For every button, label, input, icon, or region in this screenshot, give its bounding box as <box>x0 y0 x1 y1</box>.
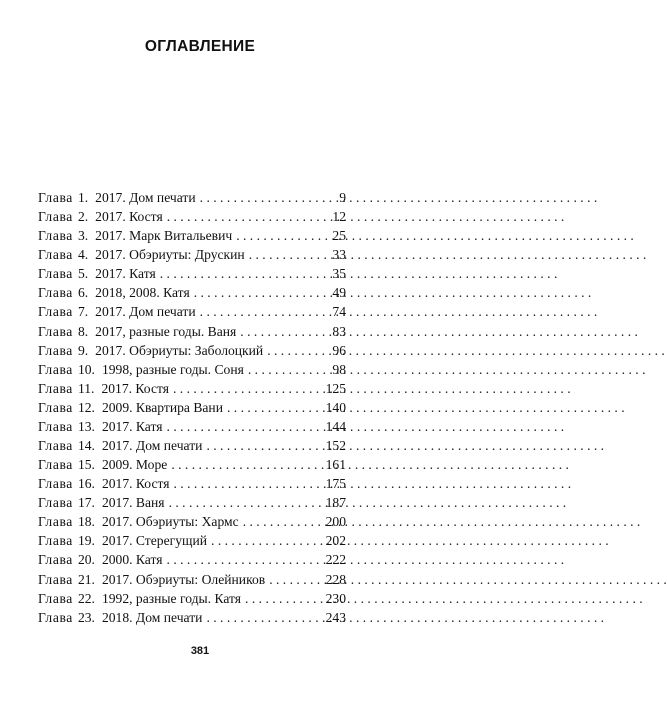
toc-entry <box>38 245 346 264</box>
chapter-title: 2017. Костя <box>101 476 170 492</box>
chapter-title: 2017. Катя <box>101 418 163 434</box>
chapter-page: 187 <box>325 495 346 511</box>
chapter-number: 16. <box>77 476 95 492</box>
chapter-title: 2017. Катя <box>95 266 156 282</box>
toc-entry <box>38 322 346 341</box>
chapter-page: 9 <box>339 190 346 205</box>
chapter-title: 2009. Квартира Вани <box>101 399 223 415</box>
chapter-page: 33 <box>332 247 346 263</box>
chapter-page: 152 <box>325 438 346 454</box>
chapter-number: 18. <box>77 514 95 530</box>
chapter-label: Глава <box>38 476 73 492</box>
chapter-label: Глава <box>38 609 73 625</box>
chapter-label: Глава <box>38 266 73 282</box>
dot-leader <box>167 207 329 226</box>
chapter-number: 1. <box>77 190 89 205</box>
chapter-number: 11. <box>77 380 95 396</box>
chapter-page: 230 <box>325 590 346 606</box>
chapter-number: 2. <box>77 209 89 225</box>
table-of-contents <box>38 188 346 627</box>
toc-entry <box>38 341 346 360</box>
chapter-page: 25 <box>332 228 346 244</box>
chapter-title: 2017. Обэриуты: Олейников <box>101 571 266 587</box>
chapter-label: Глава <box>38 190 73 205</box>
toc-entry <box>38 226 346 245</box>
chapter-label: Глава <box>38 285 73 301</box>
chapter-label: Глава <box>38 571 73 587</box>
chapter-title: 2017. Дом печати <box>95 190 196 205</box>
dot-leader <box>269 570 321 589</box>
toc-entry <box>38 474 346 493</box>
toc-entry <box>38 589 346 608</box>
chapter-page: 74 <box>332 304 346 320</box>
chapter-page: 161 <box>325 457 346 473</box>
dot-leader <box>236 226 328 245</box>
toc-entry <box>38 302 346 321</box>
page-title: ОГЛАВЛЕНИЕ <box>144 38 256 55</box>
chapter-page: 243 <box>325 609 346 625</box>
chapter-label: Глава <box>38 457 73 473</box>
chapter-number: 22. <box>77 590 95 606</box>
chapter-title: 1992, разные годы. Катя <box>101 590 242 606</box>
chapter-title: 2017. Дом печати <box>101 438 203 454</box>
chapter-title: 2000. Катя <box>101 552 163 568</box>
chapter-number: 19. <box>77 533 95 549</box>
chapter-number: 6. <box>77 285 89 301</box>
chapter-label: Глава <box>38 209 73 225</box>
chapter-label: Глава <box>38 247 73 263</box>
chapter-label: Глава <box>38 590 73 606</box>
chapter-label: Глава <box>38 342 73 358</box>
chapter-page: 202 <box>325 533 346 549</box>
chapter-title: 2017. Костя <box>101 380 169 396</box>
toc-entry <box>38 436 346 455</box>
toc-entry <box>38 531 346 550</box>
dot-leader <box>248 360 329 379</box>
dot-leader <box>245 589 322 608</box>
dot-leader <box>200 188 336 207</box>
dot-leader <box>167 417 322 436</box>
chapter-page: 125 <box>325 380 346 396</box>
chapter-label: Глава <box>38 533 73 549</box>
chapter-label: Глава <box>38 514 73 530</box>
chapter-title: 2018. Дом печати <box>101 609 203 625</box>
chapter-number: 5. <box>77 266 89 282</box>
chapter-page: 222 <box>325 552 346 568</box>
chapter-page: 175 <box>325 476 346 492</box>
chapter-number: 12. <box>77 399 95 415</box>
toc-entry <box>38 379 346 398</box>
chapter-title: 2017. Марк Витальевич <box>95 228 233 244</box>
dot-leader <box>206 436 321 455</box>
toc-entry <box>38 512 346 531</box>
chapter-label: Глава <box>38 438 73 454</box>
chapter-page: 200 <box>325 514 346 530</box>
dot-leader <box>171 455 321 474</box>
chapter-title: 2017, разные годы. Ваня <box>95 323 237 339</box>
chapter-label: Глава <box>38 495 73 511</box>
dot-leader <box>167 550 322 569</box>
chapter-title: 2017. Обэриуты: Хармс <box>101 514 239 530</box>
dot-leader <box>240 322 328 341</box>
chapter-title: 2017. Обэриуты: Друскин <box>95 247 245 263</box>
toc-entry <box>38 550 346 569</box>
dot-leader <box>160 264 329 283</box>
dot-leader <box>206 608 321 627</box>
chapter-title: 2017. Стерегущий <box>101 533 208 549</box>
dot-leader <box>200 302 329 321</box>
chapter-label: Глава <box>38 304 73 320</box>
chapter-title: 2017. Дом печати <box>95 304 196 320</box>
chapter-number: 7. <box>77 304 89 320</box>
dot-leader <box>267 341 328 360</box>
dot-leader <box>211 531 322 550</box>
chapter-number: 8. <box>77 323 89 339</box>
chapter-title: 1998, разные годы. Соня <box>101 361 244 377</box>
chapter-title: 2017. Костя <box>95 209 163 225</box>
chapter-number: 17. <box>77 495 95 511</box>
chapter-number: 9. <box>77 342 89 358</box>
toc-entry <box>38 608 346 627</box>
toc-entry <box>38 455 346 474</box>
chapter-page: 12 <box>332 209 346 225</box>
chapter-number: 15. <box>77 457 95 473</box>
toc-entry <box>38 360 346 379</box>
chapter-label: Глава <box>38 552 73 568</box>
chapter-page: 228 <box>325 571 346 587</box>
dot-leader <box>249 245 329 264</box>
toc-entry <box>38 398 346 417</box>
dot-leader <box>169 493 322 512</box>
chapter-number: 4. <box>77 247 89 263</box>
chapter-number: 13. <box>77 418 95 434</box>
chapter-page: 49 <box>332 285 346 301</box>
chapter-label: Глава <box>38 399 73 415</box>
toc-entry <box>38 493 346 512</box>
chapter-page: 98 <box>332 361 346 377</box>
chapter-number: 10. <box>77 361 95 377</box>
toc-entry <box>38 188 346 207</box>
toc-entry <box>38 264 346 283</box>
dot-leader <box>194 283 329 302</box>
dot-leader <box>243 512 322 531</box>
toc-entry <box>38 207 346 226</box>
chapter-page: 35 <box>332 266 346 282</box>
toc-entry <box>38 283 346 302</box>
toc-entry <box>38 570 346 589</box>
chapter-number: 20. <box>77 552 95 568</box>
chapter-page: 144 <box>325 418 346 434</box>
chapter-page: 96 <box>332 342 346 358</box>
chapter-title: 2018, 2008. Катя <box>95 285 190 301</box>
dot-leader <box>174 474 322 493</box>
chapter-number: 21. <box>77 571 95 587</box>
chapter-page: 140 <box>325 399 346 415</box>
page-number: 381 <box>190 645 210 657</box>
chapter-label: Глава <box>38 418 73 434</box>
dot-leader <box>227 398 322 417</box>
chapter-number: 3. <box>77 228 89 244</box>
chapter-label: Глава <box>38 323 73 339</box>
chapter-page: 83 <box>332 323 346 339</box>
chapter-title: 2017. Ваня <box>101 495 165 511</box>
chapter-number: 23. <box>77 609 95 625</box>
chapter-label: Глава <box>38 380 73 396</box>
dot-leader <box>173 379 322 398</box>
chapter-title: 2009. Море <box>101 457 168 473</box>
chapter-label: Глава <box>38 228 73 244</box>
chapter-number: 14. <box>77 438 95 454</box>
chapter-title: 2017. Обэриуты: Заболоцкий <box>95 342 264 358</box>
chapter-label: Глава <box>38 361 73 377</box>
toc-entry <box>38 417 346 436</box>
